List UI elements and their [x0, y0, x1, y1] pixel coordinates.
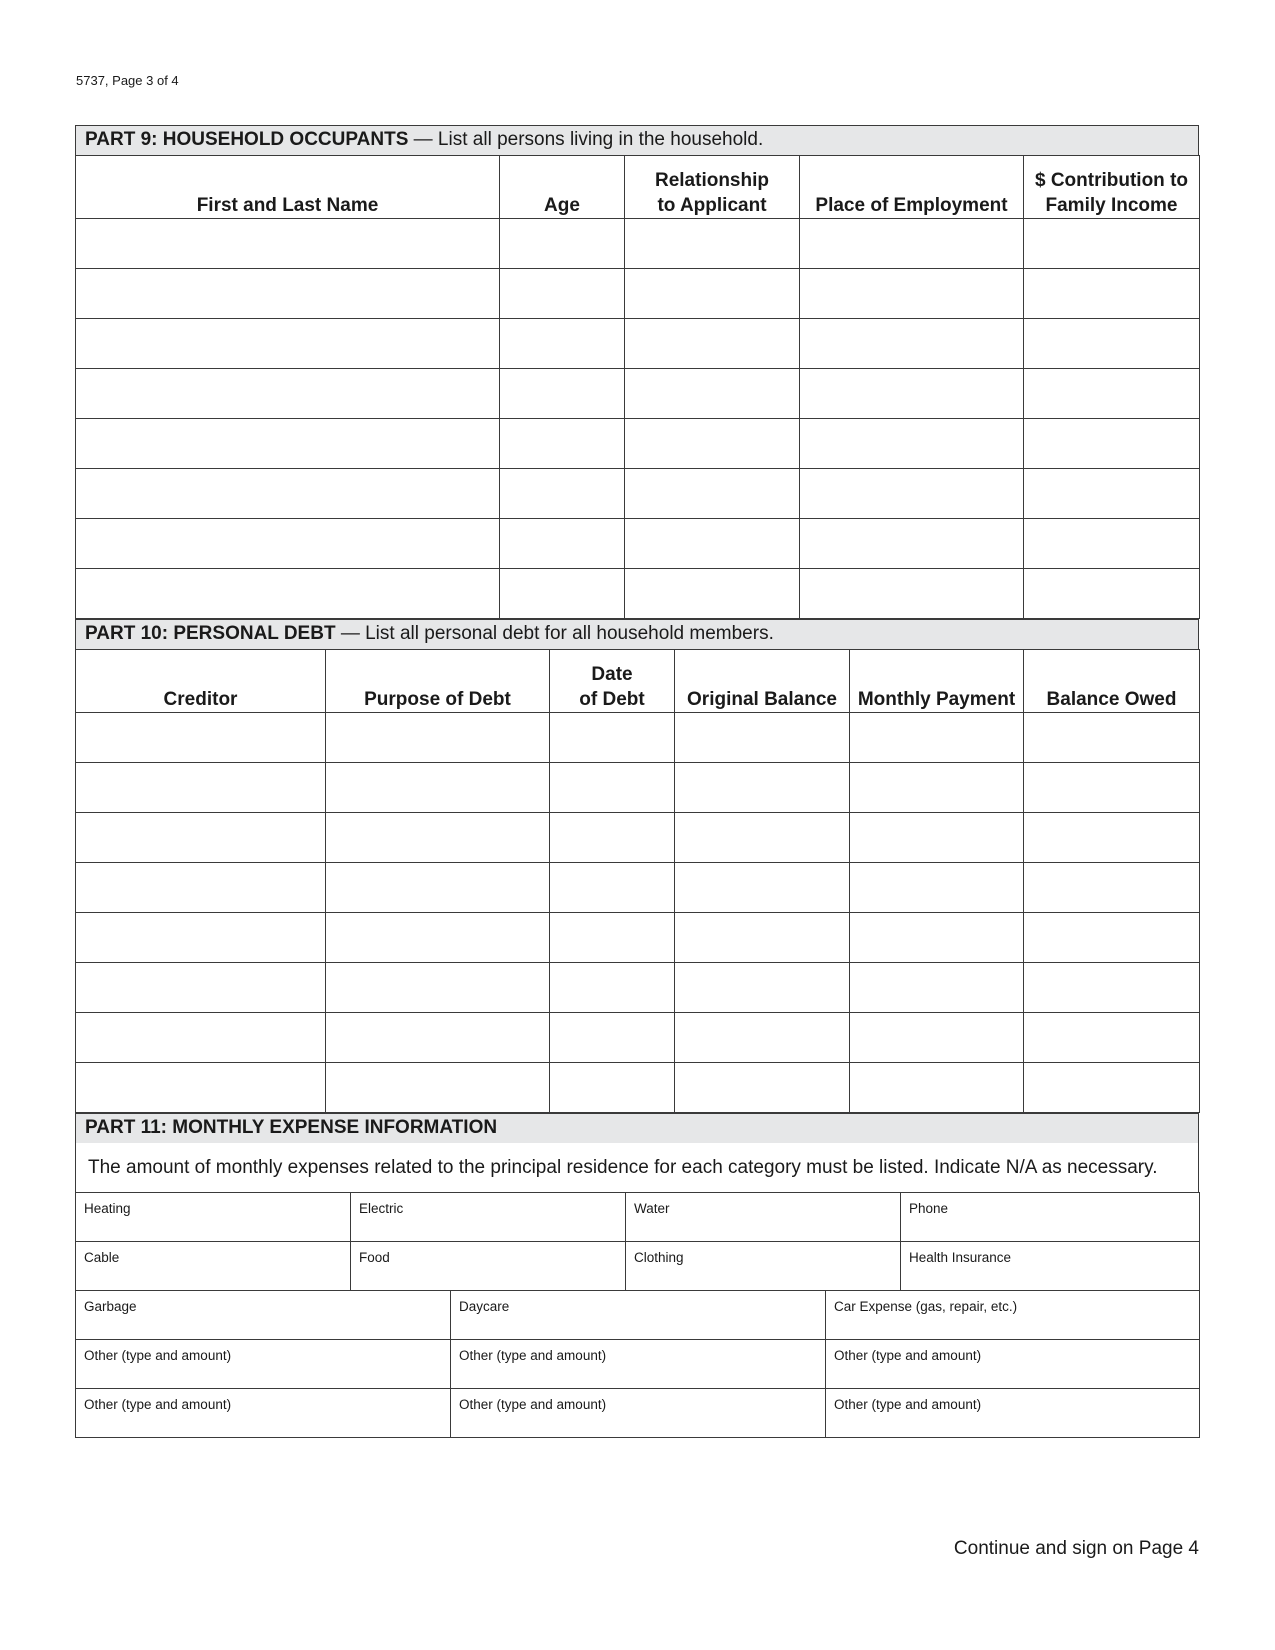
debt-cell-input[interactable] — [326, 863, 550, 913]
occupant-cell-input[interactable] — [1024, 469, 1200, 519]
expense-field-phone[interactable]: Phone — [901, 1193, 1200, 1242]
debt-cell-input[interactable] — [326, 813, 550, 863]
occupant-cell-input[interactable] — [76, 269, 500, 319]
expense-field-other[interactable]: Other (type and amount) — [451, 1389, 826, 1438]
table-row — [76, 269, 1200, 319]
col-monthly-payment: Monthly Payment — [850, 650, 1024, 713]
debt-cell-input[interactable] — [550, 813, 675, 863]
debt-cell-input[interactable] — [550, 913, 675, 963]
occupant-cell-input[interactable] — [625, 319, 800, 369]
personal-debt-table — [75, 649, 1200, 1113]
occupant-cell-input[interactable] — [500, 419, 625, 469]
occupant-cell-input[interactable] — [625, 519, 800, 569]
table-row — [76, 569, 1200, 619]
occupant-cell-input[interactable] — [1024, 319, 1200, 369]
occupant-cell-input[interactable] — [800, 519, 1024, 569]
debt-cell-input[interactable] — [850, 1013, 1024, 1063]
table-row — [76, 219, 1200, 269]
occupant-cell-input[interactable] — [800, 219, 1024, 269]
col-contribution: $ Contribution to Family Income — [1024, 156, 1200, 219]
col-balance-owed: Balance Owed — [1024, 650, 1200, 713]
col-relationship: Relationship to Applicant — [625, 156, 800, 219]
occupant-cell-input[interactable] — [625, 269, 800, 319]
occupant-cell-input[interactable] — [76, 519, 500, 569]
occupant-cell-input[interactable] — [625, 469, 800, 519]
expense-field-electric[interactable]: Electric — [351, 1193, 626, 1242]
debt-cell-input[interactable] — [850, 763, 1024, 813]
table-header-row — [76, 650, 1200, 713]
occupant-cell-input[interactable] — [625, 419, 800, 469]
col-date-of-debt: Date of Debt — [550, 650, 675, 713]
expense-field-other[interactable]: Other (type and amount) — [826, 1389, 1200, 1438]
debt-cell-input[interactable] — [550, 963, 675, 1013]
expense-field-other[interactable]: Other (type and amount) — [76, 1340, 451, 1389]
debt-cell-input[interactable] — [326, 763, 550, 813]
expense-field-clothing[interactable]: Clothing — [626, 1242, 901, 1291]
occupant-cell-input[interactable] — [500, 369, 625, 419]
debt-cell-input[interactable] — [675, 963, 850, 1013]
debt-cell-input[interactable] — [550, 863, 675, 913]
expense-field-heating[interactable]: Heating — [76, 1193, 351, 1242]
debt-cell-input[interactable] — [326, 963, 550, 1013]
expense-grid-3col — [75, 1290, 1200, 1438]
debt-cell-input[interactable] — [326, 1063, 550, 1113]
occupant-cell-input[interactable] — [800, 419, 1024, 469]
part10-header — [75, 619, 1199, 649]
part10-title: PART 10: PERSONAL DEBT — [85, 623, 336, 644]
table-row — [76, 713, 1200, 763]
form-page — [75, 125, 1199, 1438]
debt-cell-input[interactable] — [850, 713, 1024, 763]
debt-cell-input[interactable] — [76, 713, 326, 763]
occupant-cell-input[interactable] — [500, 569, 625, 619]
col-creditor: Creditor — [76, 650, 326, 713]
col-purpose-of-debt: Purpose of Debt — [326, 650, 550, 713]
debt-cell-input[interactable] — [1024, 1063, 1200, 1113]
debt-cell-input[interactable] — [675, 913, 850, 963]
occupant-cell-input[interactable] — [76, 569, 500, 619]
occupant-cell-input[interactable] — [1024, 219, 1200, 269]
occupant-cell-input[interactable] — [500, 219, 625, 269]
debt-cell-input[interactable] — [850, 813, 1024, 863]
occupant-cell-input[interactable] — [800, 469, 1024, 519]
continue-note: Continue and sign on Page 4 — [953, 1538, 1199, 1559]
debt-cell-input[interactable] — [76, 813, 326, 863]
occupant-cell-input[interactable] — [500, 319, 625, 369]
debt-cell-input[interactable] — [675, 863, 850, 913]
expense-grid-4col — [75, 1192, 1200, 1291]
occupant-cell-input[interactable] — [500, 269, 625, 319]
debt-cell-input[interactable] — [1024, 963, 1200, 1013]
col-age: Age — [500, 156, 625, 219]
debt-cell-input[interactable] — [76, 1063, 326, 1113]
occupant-cell-input[interactable] — [800, 319, 1024, 369]
table-row — [76, 863, 1200, 913]
page-number-label: 5737, Page 3 of 4 — [76, 73, 179, 88]
debt-cell-input[interactable] — [1024, 763, 1200, 813]
debt-cell-input[interactable] — [850, 1063, 1024, 1113]
occupant-cell-input[interactable] — [625, 569, 800, 619]
occupant-cell-input[interactable] — [625, 219, 800, 269]
debt-cell-input[interactable] — [850, 863, 1024, 913]
debt-cell-input[interactable] — [675, 1063, 850, 1113]
debt-cell-input[interactable] — [1024, 863, 1200, 913]
debt-cell-input[interactable] — [675, 813, 850, 863]
occupant-cell-input[interactable] — [800, 369, 1024, 419]
debt-cell-input[interactable] — [76, 863, 326, 913]
occupant-cell-input[interactable] — [500, 469, 625, 519]
table-row — [76, 369, 1200, 419]
debt-cell-input[interactable] — [76, 963, 326, 1013]
occupant-cell-input[interactable] — [1024, 369, 1200, 419]
expense-field-other[interactable]: Other (type and amount) — [76, 1389, 451, 1438]
expense-field-car-expense[interactable]: Car Expense (gas, repair, etc.) — [826, 1291, 1200, 1340]
occupant-cell-input[interactable] — [1024, 519, 1200, 569]
occupant-cell-input[interactable] — [800, 569, 1024, 619]
debt-cell-input[interactable] — [675, 1013, 850, 1063]
part11-instructions: The amount of monthly expenses related to the principal residence for each category must be listed. Indicate N/A as necessary. — [75, 1143, 1199, 1192]
debt-cell-input[interactable] — [326, 913, 550, 963]
debt-cell-input[interactable] — [850, 963, 1024, 1013]
debt-cell-input[interactable] — [550, 1063, 675, 1113]
occupant-cell-input[interactable] — [1024, 419, 1200, 469]
part9-header — [75, 125, 1199, 155]
part11-header — [75, 1113, 1199, 1143]
occupant-cell-input[interactable] — [625, 369, 800, 419]
part11-title: PART 11: MONTHLY EXPENSE INFORMATION — [85, 1117, 498, 1138]
occupant-cell-input[interactable] — [800, 269, 1024, 319]
debt-cell-input[interactable] — [675, 763, 850, 813]
table-row — [76, 963, 1200, 1013]
debt-cell-input[interactable] — [76, 1013, 326, 1063]
table-row — [76, 519, 1200, 569]
table-row — [76, 763, 1200, 813]
occupant-cell-input[interactable] — [76, 469, 500, 519]
occupant-cell-input[interactable] — [76, 369, 500, 419]
expense-field-health-insurance[interactable]: Health Insurance — [901, 1242, 1200, 1291]
debt-cell-input[interactable] — [850, 913, 1024, 963]
debt-cell-input[interactable] — [76, 913, 326, 963]
occupant-cell-input[interactable] — [76, 219, 500, 269]
part9-subtitle: — List all persons living in the household. — [408, 129, 764, 150]
household-occupants-table — [75, 155, 1200, 619]
debt-cell-input[interactable] — [1024, 713, 1200, 763]
debt-cell-input[interactable] — [326, 713, 550, 763]
debt-cell-input[interactable] — [550, 1013, 675, 1063]
occupant-cell-input[interactable] — [76, 419, 500, 469]
col-place-of-employment: Place of Employment — [800, 156, 1024, 219]
debt-cell-input[interactable] — [1024, 913, 1200, 963]
debt-cell-input[interactable] — [1024, 1013, 1200, 1063]
debt-cell-input[interactable] — [675, 713, 850, 763]
table-row — [76, 813, 1200, 863]
part10-subtitle: — List all personal debt for all household members. — [335, 623, 774, 644]
occupant-cell-input[interactable] — [76, 319, 500, 369]
table-row — [76, 1013, 1200, 1063]
table-row — [76, 419, 1200, 469]
occupant-cell-input[interactable] — [1024, 269, 1200, 319]
debt-cell-input[interactable] — [326, 1013, 550, 1063]
part9-title: PART 9: HOUSEHOLD OCCUPANTS — [85, 129, 409, 150]
expense-field-daycare[interactable]: Daycare — [451, 1291, 826, 1340]
expense-field-food[interactable]: Food — [351, 1242, 626, 1291]
table-row — [76, 469, 1200, 519]
occupant-cell-input[interactable] — [500, 519, 625, 569]
debt-cell-input[interactable] — [76, 763, 326, 813]
table-row — [76, 1063, 1200, 1113]
expense-field-other[interactable]: Other (type and amount) — [451, 1340, 826, 1389]
debt-cell-input[interactable] — [550, 713, 675, 763]
col-first-last-name: First and Last Name — [76, 156, 500, 219]
debt-cell-input[interactable] — [550, 763, 675, 813]
col-original-balance: Original Balance — [675, 650, 850, 713]
expense-field-cable[interactable]: Cable — [76, 1242, 351, 1291]
expense-field-garbage[interactable]: Garbage — [76, 1291, 451, 1340]
expense-field-water[interactable]: Water — [626, 1193, 901, 1242]
expense-field-other[interactable]: Other (type and amount) — [826, 1340, 1200, 1389]
table-row — [76, 319, 1200, 369]
occupant-cell-input[interactable] — [1024, 569, 1200, 619]
table-row — [76, 913, 1200, 963]
table-header-row — [76, 156, 1200, 219]
debt-cell-input[interactable] — [1024, 813, 1200, 863]
